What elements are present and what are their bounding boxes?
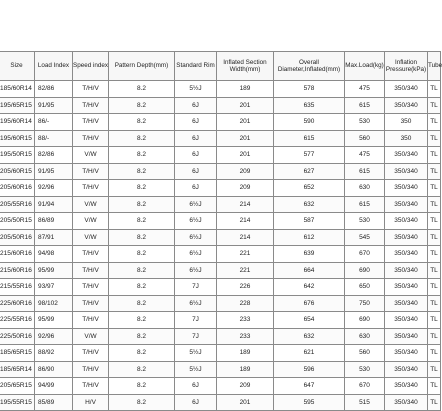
cell-overall-diameter: 587 (274, 213, 345, 230)
cell-size: 225/60R16 (0, 295, 35, 312)
cell-max-load: 475 (345, 147, 385, 164)
cell-section-width: 201 (217, 114, 274, 131)
cell-overall-diameter: 635 (274, 97, 345, 114)
cell-section-width: 214 (217, 213, 274, 230)
table-row (0, 163, 441, 180)
cell-tube: TL (428, 114, 441, 131)
cell-tube: TL (428, 196, 441, 213)
cell-size: 205/50R16 (0, 229, 35, 246)
cell-overall-diameter: 647 (274, 378, 345, 395)
table-row (0, 295, 441, 312)
cell-speed-index: T/H/V (73, 81, 109, 98)
cell-inflation-pressure: 350/340 (385, 295, 428, 312)
cell-inflation-pressure: 350/340 (385, 262, 428, 279)
cell-size: 205/50R15 (0, 213, 35, 230)
cell-section-width: 221 (217, 246, 274, 263)
table-row (0, 378, 441, 395)
table-row (0, 246, 441, 263)
tire-spec-table (0, 51, 441, 411)
cell-section-width: 226 (217, 279, 274, 296)
cell-standard-rim: 6J (175, 378, 217, 395)
tire-spec-table-container (0, 51, 442, 411)
cell-overall-diameter: 652 (274, 180, 345, 197)
cell-pattern-depth: 8.2 (109, 328, 175, 345)
cell-max-load: 545 (345, 229, 385, 246)
cell-speed-index: V/W (73, 328, 109, 345)
cell-inflation-pressure: 350 (385, 130, 428, 147)
cell-standard-rim: 6½J (175, 229, 217, 246)
cell-size: 205/65R15 (0, 378, 35, 395)
cell-pattern-depth: 8.2 (109, 345, 175, 362)
cell-speed-index: T/H/V (73, 312, 109, 329)
cell-tube: TL (428, 378, 441, 395)
cell-load-index: 92/96 (35, 180, 73, 197)
cell-pattern-depth: 8.2 (109, 81, 175, 98)
cell-section-width: 233 (217, 328, 274, 345)
cell-pattern-depth: 8.2 (109, 378, 175, 395)
cell-overall-diameter: 595 (274, 394, 345, 411)
cell-section-width: 201 (217, 394, 274, 411)
cell-max-load: 615 (345, 163, 385, 180)
cell-pattern-depth: 8.2 (109, 114, 175, 131)
cell-inflation-pressure: 350/340 (385, 229, 428, 246)
cell-pattern-depth: 8.2 (109, 130, 175, 147)
cell-max-load: 530 (345, 114, 385, 131)
cell-overall-diameter: 615 (274, 130, 345, 147)
column-header-overall-diameter: Overall Diameter,Inflated(mm) (274, 52, 345, 81)
cell-size: 205/55R16 (0, 196, 35, 213)
table-row (0, 345, 441, 362)
cell-tube: TL (428, 345, 441, 362)
cell-overall-diameter: 639 (274, 246, 345, 263)
cell-load-index: 93/97 (35, 279, 73, 296)
cell-max-load: 670 (345, 378, 385, 395)
cell-standard-rim: 7J (175, 328, 217, 345)
cell-inflation-pressure: 350/340 (385, 246, 428, 263)
cell-load-index: 85/89 (35, 394, 73, 411)
cell-section-width: 209 (217, 378, 274, 395)
cell-overall-diameter: 627 (274, 163, 345, 180)
cell-tube: TL (428, 180, 441, 197)
column-header-tube: Tube (428, 52, 441, 81)
cell-pattern-depth: 8.2 (109, 180, 175, 197)
cell-standard-rim: 6J (175, 130, 217, 147)
cell-load-index: 82/86 (35, 147, 73, 164)
cell-pattern-depth: 8.2 (109, 394, 175, 411)
cell-section-width: 209 (217, 180, 274, 197)
cell-pattern-depth: 8.2 (109, 279, 175, 296)
cell-load-index: 94/99 (35, 378, 73, 395)
cell-speed-index: T/H/V (73, 262, 109, 279)
cell-pattern-depth: 8.2 (109, 196, 175, 213)
cell-max-load: 530 (345, 361, 385, 378)
cell-speed-index: H/V (73, 394, 109, 411)
cell-size: 225/50R16 (0, 328, 35, 345)
cell-size: 195/60R14 (0, 114, 35, 131)
table-row (0, 147, 441, 164)
cell-tube: TL (428, 295, 441, 312)
cell-tube: TL (428, 163, 441, 180)
cell-speed-index: T/H/V (73, 378, 109, 395)
cell-section-width: 221 (217, 262, 274, 279)
cell-overall-diameter: 632 (274, 196, 345, 213)
cell-pattern-depth: 8.2 (109, 262, 175, 279)
cell-standard-rim: 6J (175, 163, 217, 180)
cell-tube: TL (428, 394, 441, 411)
cell-load-index: 94/98 (35, 246, 73, 263)
cell-inflation-pressure: 350/340 (385, 328, 428, 345)
column-header-pattern-depth: Pattern Depth(mm) (109, 52, 175, 81)
cell-section-width: 233 (217, 312, 274, 329)
cell-max-load: 650 (345, 279, 385, 296)
cell-speed-index: T/H/V (73, 246, 109, 263)
table-row (0, 130, 441, 147)
column-header-standard-rim: Standard Rim (175, 52, 217, 81)
cell-speed-index: T/H/V (73, 130, 109, 147)
cell-max-load: 530 (345, 213, 385, 230)
cell-section-width: 201 (217, 130, 274, 147)
cell-max-load: 475 (345, 81, 385, 98)
cell-standard-rim: 6½J (175, 295, 217, 312)
cell-speed-index: T/H/V (73, 279, 109, 296)
cell-overall-diameter: 621 (274, 345, 345, 362)
cell-standard-rim: 6½J (175, 213, 217, 230)
cell-size: 195/60R15 (0, 130, 35, 147)
cell-standard-rim: 6J (175, 147, 217, 164)
table-row (0, 196, 441, 213)
cell-inflation-pressure: 350/340 (385, 81, 428, 98)
cell-overall-diameter: 676 (274, 295, 345, 312)
cell-load-index: 92/96 (35, 328, 73, 345)
cell-tube: TL (428, 130, 441, 147)
cell-max-load: 515 (345, 394, 385, 411)
cell-size: 205/60R16 (0, 180, 35, 197)
cell-overall-diameter: 632 (274, 328, 345, 345)
column-header-speed-index: Speed index (73, 52, 109, 81)
cell-speed-index: T/H/V (73, 361, 109, 378)
cell-speed-index: V/W (73, 147, 109, 164)
column-header-inflation-pressure: Inflation Pressure(kPa) (385, 52, 428, 81)
header-row (0, 52, 441, 81)
cell-load-index: 87/91 (35, 229, 73, 246)
cell-tube: TL (428, 312, 441, 329)
cell-section-width: 201 (217, 97, 274, 114)
table-row (0, 262, 441, 279)
cell-max-load: 615 (345, 97, 385, 114)
cell-load-index: 91/95 (35, 163, 73, 180)
cell-standard-rim: 5½J (175, 81, 217, 98)
cell-inflation-pressure: 350/340 (385, 394, 428, 411)
cell-overall-diameter: 612 (274, 229, 345, 246)
cell-overall-diameter: 664 (274, 262, 345, 279)
cell-section-width: 214 (217, 229, 274, 246)
cell-load-index: 91/95 (35, 97, 73, 114)
cell-speed-index: T/H/V (73, 295, 109, 312)
cell-inflation-pressure: 350/340 (385, 345, 428, 362)
cell-standard-rim: 6½J (175, 262, 217, 279)
table-row (0, 361, 441, 378)
cell-max-load: 560 (345, 130, 385, 147)
cell-pattern-depth: 8.2 (109, 246, 175, 263)
cell-inflation-pressure: 350/340 (385, 361, 428, 378)
cell-standard-rim: 7J (175, 279, 217, 296)
cell-pattern-depth: 8.2 (109, 213, 175, 230)
cell-size: 195/50R15 (0, 147, 35, 164)
cell-size: 215/60R16 (0, 262, 35, 279)
cell-section-width: 228 (217, 295, 274, 312)
cell-standard-rim: 6J (175, 180, 217, 197)
table-row (0, 81, 441, 98)
cell-size: 185/60R14 (0, 81, 35, 98)
cell-inflation-pressure: 350/340 (385, 180, 428, 197)
cell-standard-rim: 6½J (175, 196, 217, 213)
cell-max-load: 560 (345, 345, 385, 362)
cell-standard-rim: 5½J (175, 345, 217, 362)
cell-max-load: 630 (345, 180, 385, 197)
cell-pattern-depth: 8.2 (109, 97, 175, 114)
table-row (0, 394, 441, 411)
cell-overall-diameter: 596 (274, 361, 345, 378)
cell-inflation-pressure: 350/340 (385, 279, 428, 296)
column-header-section-width: Inflated Section Width(mm) (217, 52, 274, 81)
table-row (0, 328, 441, 345)
cell-load-index: 91/94 (35, 196, 73, 213)
cell-load-index: 86/90 (35, 361, 73, 378)
cell-tube: TL (428, 328, 441, 345)
cell-speed-index: V/W (73, 213, 109, 230)
cell-max-load: 690 (345, 312, 385, 329)
cell-size: 215/55R16 (0, 279, 35, 296)
table-row (0, 312, 441, 329)
cell-load-index: 86/- (35, 114, 73, 131)
cell-max-load: 630 (345, 328, 385, 345)
cell-pattern-depth: 8.2 (109, 295, 175, 312)
cell-inflation-pressure: 350 (385, 114, 428, 131)
cell-section-width: 209 (217, 163, 274, 180)
cell-tube: TL (428, 81, 441, 98)
table-body (0, 81, 441, 411)
cell-load-index: 98/102 (35, 295, 73, 312)
table-header (0, 52, 441, 81)
cell-section-width: 201 (217, 147, 274, 164)
cell-size: 195/65R15 (0, 97, 35, 114)
cell-speed-index: T/H/V (73, 345, 109, 362)
cell-speed-index: V/W (73, 196, 109, 213)
cell-standard-rim: 6½J (175, 246, 217, 263)
cell-load-index: 86/89 (35, 213, 73, 230)
cell-overall-diameter: 577 (274, 147, 345, 164)
cell-section-width: 189 (217, 361, 274, 378)
cell-tube: TL (428, 361, 441, 378)
cell-size: 195/55R15 (0, 394, 35, 411)
cell-tube: TL (428, 147, 441, 164)
cell-size: 225/55R16 (0, 312, 35, 329)
cell-pattern-depth: 8.2 (109, 147, 175, 164)
cell-tube: TL (428, 97, 441, 114)
cell-inflation-pressure: 350/340 (385, 163, 428, 180)
cell-inflation-pressure: 350/340 (385, 147, 428, 164)
table-row (0, 213, 441, 230)
cell-max-load: 615 (345, 196, 385, 213)
table-row (0, 114, 441, 131)
cell-overall-diameter: 578 (274, 81, 345, 98)
cell-pattern-depth: 8.2 (109, 229, 175, 246)
cell-pattern-depth: 8.2 (109, 163, 175, 180)
cell-max-load: 750 (345, 295, 385, 312)
cell-overall-diameter: 642 (274, 279, 345, 296)
column-header-max-load: Max.Load(kg) (345, 52, 385, 81)
cell-pattern-depth: 8.2 (109, 361, 175, 378)
cell-pattern-depth: 8.2 (109, 312, 175, 329)
cell-max-load: 690 (345, 262, 385, 279)
table-row (0, 180, 441, 197)
cell-standard-rim: 6J (175, 394, 217, 411)
cell-load-index: 82/86 (35, 81, 73, 98)
table-row (0, 229, 441, 246)
cell-section-width: 189 (217, 345, 274, 362)
cell-inflation-pressure: 350/340 (385, 196, 428, 213)
cell-size: 185/65R15 (0, 345, 35, 362)
cell-inflation-pressure: 350/340 (385, 378, 428, 395)
cell-load-index: 95/99 (35, 312, 73, 329)
cell-load-index: 88/92 (35, 345, 73, 362)
cell-speed-index: T/H/V (73, 180, 109, 197)
cell-section-width: 189 (217, 81, 274, 98)
cell-size: 185/65R14 (0, 361, 35, 378)
cell-overall-diameter: 654 (274, 312, 345, 329)
cell-load-index: 95/99 (35, 262, 73, 279)
cell-speed-index: V/W (73, 229, 109, 246)
cell-inflation-pressure: 350/340 (385, 97, 428, 114)
table-row (0, 279, 441, 296)
cell-load-index: 88/- (35, 130, 73, 147)
cell-size: 205/60R15 (0, 163, 35, 180)
cell-inflation-pressure: 350/340 (385, 312, 428, 329)
cell-tube: TL (428, 213, 441, 230)
cell-overall-diameter: 590 (274, 114, 345, 131)
column-header-size: Size (0, 52, 35, 81)
cell-tube: TL (428, 246, 441, 263)
cell-standard-rim: 6J (175, 97, 217, 114)
cell-inflation-pressure: 350/340 (385, 213, 428, 230)
cell-standard-rim: 7J (175, 312, 217, 329)
cell-max-load: 670 (345, 246, 385, 263)
cell-speed-index: T/H/V (73, 163, 109, 180)
cell-speed-index: T/H/V (73, 114, 109, 131)
cell-tube: TL (428, 262, 441, 279)
cell-tube: TL (428, 279, 441, 296)
cell-speed-index: T/H/V (73, 97, 109, 114)
cell-tube: TL (428, 229, 441, 246)
cell-section-width: 214 (217, 196, 274, 213)
cell-standard-rim: 6J (175, 114, 217, 131)
cell-standard-rim: 5½J (175, 361, 217, 378)
table-row (0, 97, 441, 114)
cell-size: 215/60R16 (0, 246, 35, 263)
column-header-load-index: Load Index (35, 52, 73, 81)
